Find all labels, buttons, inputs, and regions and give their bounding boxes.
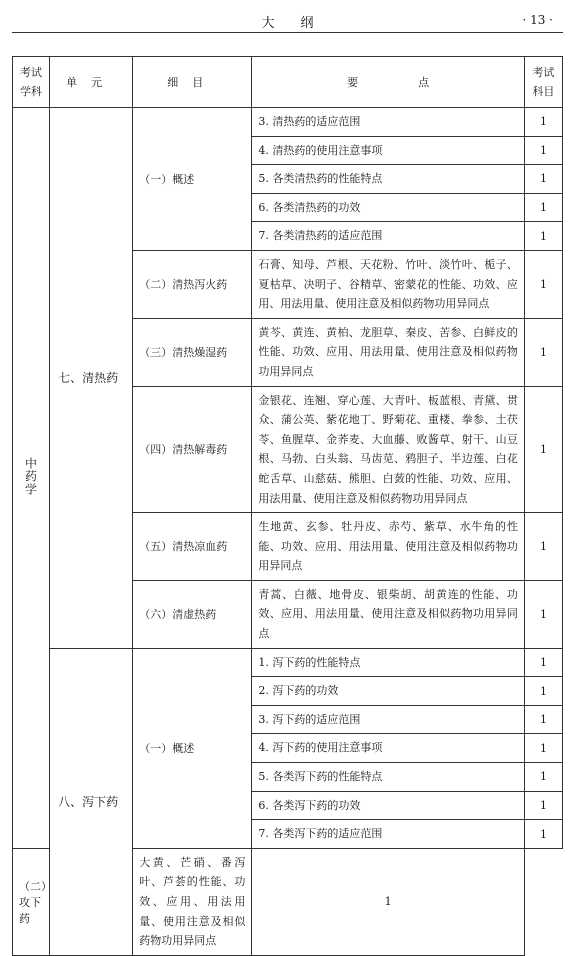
page-number: · 13 ·	[522, 13, 553, 27]
point-cell: 7. 各类清热药的适应范围	[252, 222, 524, 251]
point-cell: 青蒿、白薇、地骨皮、银柴胡、胡黄连的性能、功效、应用、用法用量、使用注意及相似药物功用异同点	[252, 580, 524, 648]
page-header	[12, 10, 563, 32]
point-cell: 3. 泻下药的适应范围	[252, 705, 524, 734]
unit-cell: 七、清热药	[50, 108, 133, 649]
level-cell: 1	[252, 848, 524, 955]
level-cell: 1	[524, 648, 562, 677]
level-cell: 1	[524, 165, 562, 194]
point-cell: 7. 各类泻下药的适应范围	[252, 820, 524, 849]
point-cell: 1. 泻下药的性能特点	[252, 648, 524, 677]
level-cell: 1	[524, 705, 562, 734]
subject-cell: 中药学	[13, 108, 50, 849]
point-cell: 石膏、知母、芦根、天花粉、竹叶、淡竹叶、栀子、夏枯草、决明子、谷精草、密蒙花的性能、功效、应用、用法用量、使用注意及相似药物功用异同点	[252, 250, 524, 318]
table-row	[13, 648, 563, 677]
point-cell: 5. 各类清热药的性能特点	[252, 165, 524, 194]
item-cell: （一）概述	[133, 648, 252, 848]
item-cell: （二）清热泻火药	[133, 250, 252, 318]
level-cell: 1	[524, 318, 562, 386]
level-cell: 1	[524, 791, 562, 820]
item-cell: （四）清热解毒药	[133, 386, 252, 513]
unit-cell: 八、泻下药	[50, 648, 133, 955]
item-cell: （一）概述	[133, 108, 252, 251]
level-cell: 1	[524, 763, 562, 792]
point-cell: 2. 泻下药的功效	[252, 677, 524, 706]
point-cell: 大黄、芒硝、番泻叶、芦荟的性能、功效、应用、用法用量、使用注意及相似药物功用异同点	[133, 848, 252, 955]
point-cell: 4. 泻下药的使用注意事项	[252, 734, 524, 763]
point-cell: 3. 清热药的适应范围	[252, 108, 524, 137]
column-header-points: 要点	[252, 57, 524, 108]
syllabus-table	[12, 56, 563, 956]
level-cell: 1	[524, 222, 562, 251]
level-cell: 1	[524, 580, 562, 648]
point-cell: 5. 各类泻下药的性能特点	[252, 763, 524, 792]
level-cell: 1	[524, 513, 562, 581]
column-header-subject: 考试学科	[13, 57, 50, 108]
level-cell: 1	[524, 734, 562, 763]
point-cell: 生地黄、玄参、牡丹皮、赤芍、紫草、水牛角的性能、功效、应用、用法用量、使用注意及相似药物功用异同点	[252, 513, 524, 581]
level-cell: 1	[524, 193, 562, 222]
header-rule	[12, 32, 563, 33]
column-header-item: 细目	[133, 57, 252, 108]
point-cell: 黄芩、黄连、黄柏、龙胆草、秦皮、苦参、白鲜皮的性能、功效、应用、用法用量、使用注意及相似药物功用异同点	[252, 318, 524, 386]
level-cell: 1	[524, 136, 562, 165]
column-header-unit: 单元	[50, 57, 133, 108]
level-cell: 1	[524, 386, 562, 513]
level-cell: 1	[524, 108, 562, 137]
level-cell: 1	[524, 677, 562, 706]
point-cell: 6. 各类清热药的功效	[252, 193, 524, 222]
item-cell: （二）攻下药	[13, 848, 50, 955]
header-title: 大纲	[261, 16, 340, 31]
level-cell: 1	[524, 250, 562, 318]
point-cell: 6. 各类泻下药的功效	[252, 791, 524, 820]
level-cell: 1	[524, 820, 562, 849]
item-cell: （三）清热燥湿药	[133, 318, 252, 386]
table-header-row	[13, 57, 563, 108]
item-cell: （六）清虚热药	[133, 580, 252, 648]
column-header-level: 考试科目	[524, 57, 562, 108]
table-row	[13, 108, 563, 137]
point-cell: 4. 清热药的使用注意事项	[252, 136, 524, 165]
item-cell: （五）清热凉血药	[133, 513, 252, 581]
point-cell: 金银花、连翘、穿心莲、大青叶、板蓝根、青黛、贯众、蒲公英、紫花地丁、野菊花、重楼、拳参、土茯苓、鱼腥草、金荞麦、大血藤、败酱草、射干、山豆根、马勃、白头翁、马齿苋、鸦胆子、半边莲、白花蛇舌草、山慈菇、熊胆、白蔹的性能、功效、应用、用法用量、使用注意及相似药物功用异同点	[252, 386, 524, 513]
